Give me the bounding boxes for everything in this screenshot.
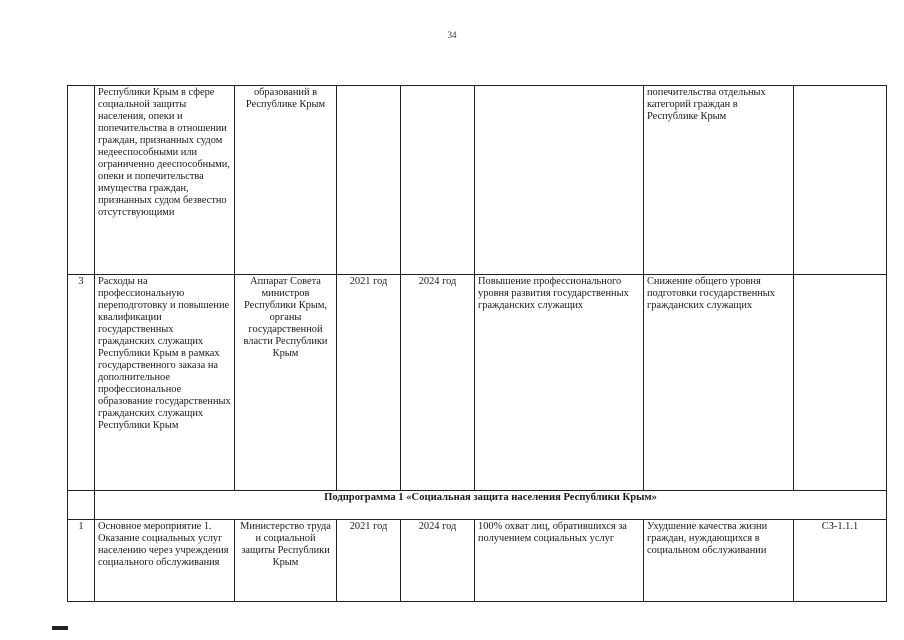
cell-end-year: 2024 год: [401, 520, 475, 602]
cell-number: 1: [68, 520, 95, 602]
cell-end-year: 2024 год: [401, 275, 475, 491]
cell-expected-result: 100% охват лиц, обратившихся за получением социальных услуг: [475, 520, 644, 602]
table-row: [68, 86, 887, 275]
cell-start-year: 2021 год: [337, 275, 401, 491]
cell-indicator: [794, 86, 887, 275]
table-row: [68, 520, 887, 602]
cell-consequence: Ухудшение качества жизни граждан, нуждающихся в социальном обслуживании: [644, 520, 794, 602]
subprogram-row: [68, 491, 887, 520]
cell-executor: образований в Республике Крым: [235, 86, 337, 275]
page-number: 34: [447, 30, 457, 40]
table-row: [68, 275, 887, 491]
cell-activity-name: Основное мероприятие 1. Оказание социальных услуг населению через учреждения социального обслуживания: [95, 520, 235, 602]
cell-number: [68, 86, 95, 275]
cell-start-year: [337, 86, 401, 275]
program-table: [67, 85, 887, 602]
cell-expected-result: Повышение профессионального уровня развития государственных гражданских служащих: [475, 275, 644, 491]
cell-executor: Аппарат Совета министров Республики Крым, органы государственной власти Республики Крым: [235, 275, 337, 491]
cell-activity-name: Республики Крым в сфере социальной защиты населения, опеки и попечительства в отношении граждан, признанных судом недееспособными или ограниченно дееспособными, опеки и попечительства имущества граждан, признанных судом безвестно отсутствующими: [95, 86, 235, 275]
cell-start-year: 2021 год: [337, 520, 401, 602]
cell-consequence: попечительства отдельных категорий граждан в Республике Крым: [644, 86, 794, 275]
scan-mark: [52, 626, 68, 630]
cell-activity-name: Расходы на профессиональную переподготовку и повышение квалификации государственных гражданских служащих Республики Крым в рамках государственного заказа на дополнительное профессиональное образование государственных гражданских служащих Республики Крым: [95, 275, 235, 491]
cell-empty: [68, 491, 95, 520]
cell-end-year: [401, 86, 475, 275]
cell-number: 3: [68, 275, 95, 491]
subprogram-heading: Подпрограмма 1 «Социальная защита населения Республики Крым»: [95, 491, 887, 520]
cell-expected-result: [475, 86, 644, 275]
cell-indicator: [794, 275, 887, 491]
cell-consequence: Снижение общего уровня подготовки государственных гражданских служащих: [644, 275, 794, 491]
cell-indicator: СЗ-1.1.1: [794, 520, 887, 602]
cell-executor: Министерство труда и социальной защиты Республики Крым: [235, 520, 337, 602]
